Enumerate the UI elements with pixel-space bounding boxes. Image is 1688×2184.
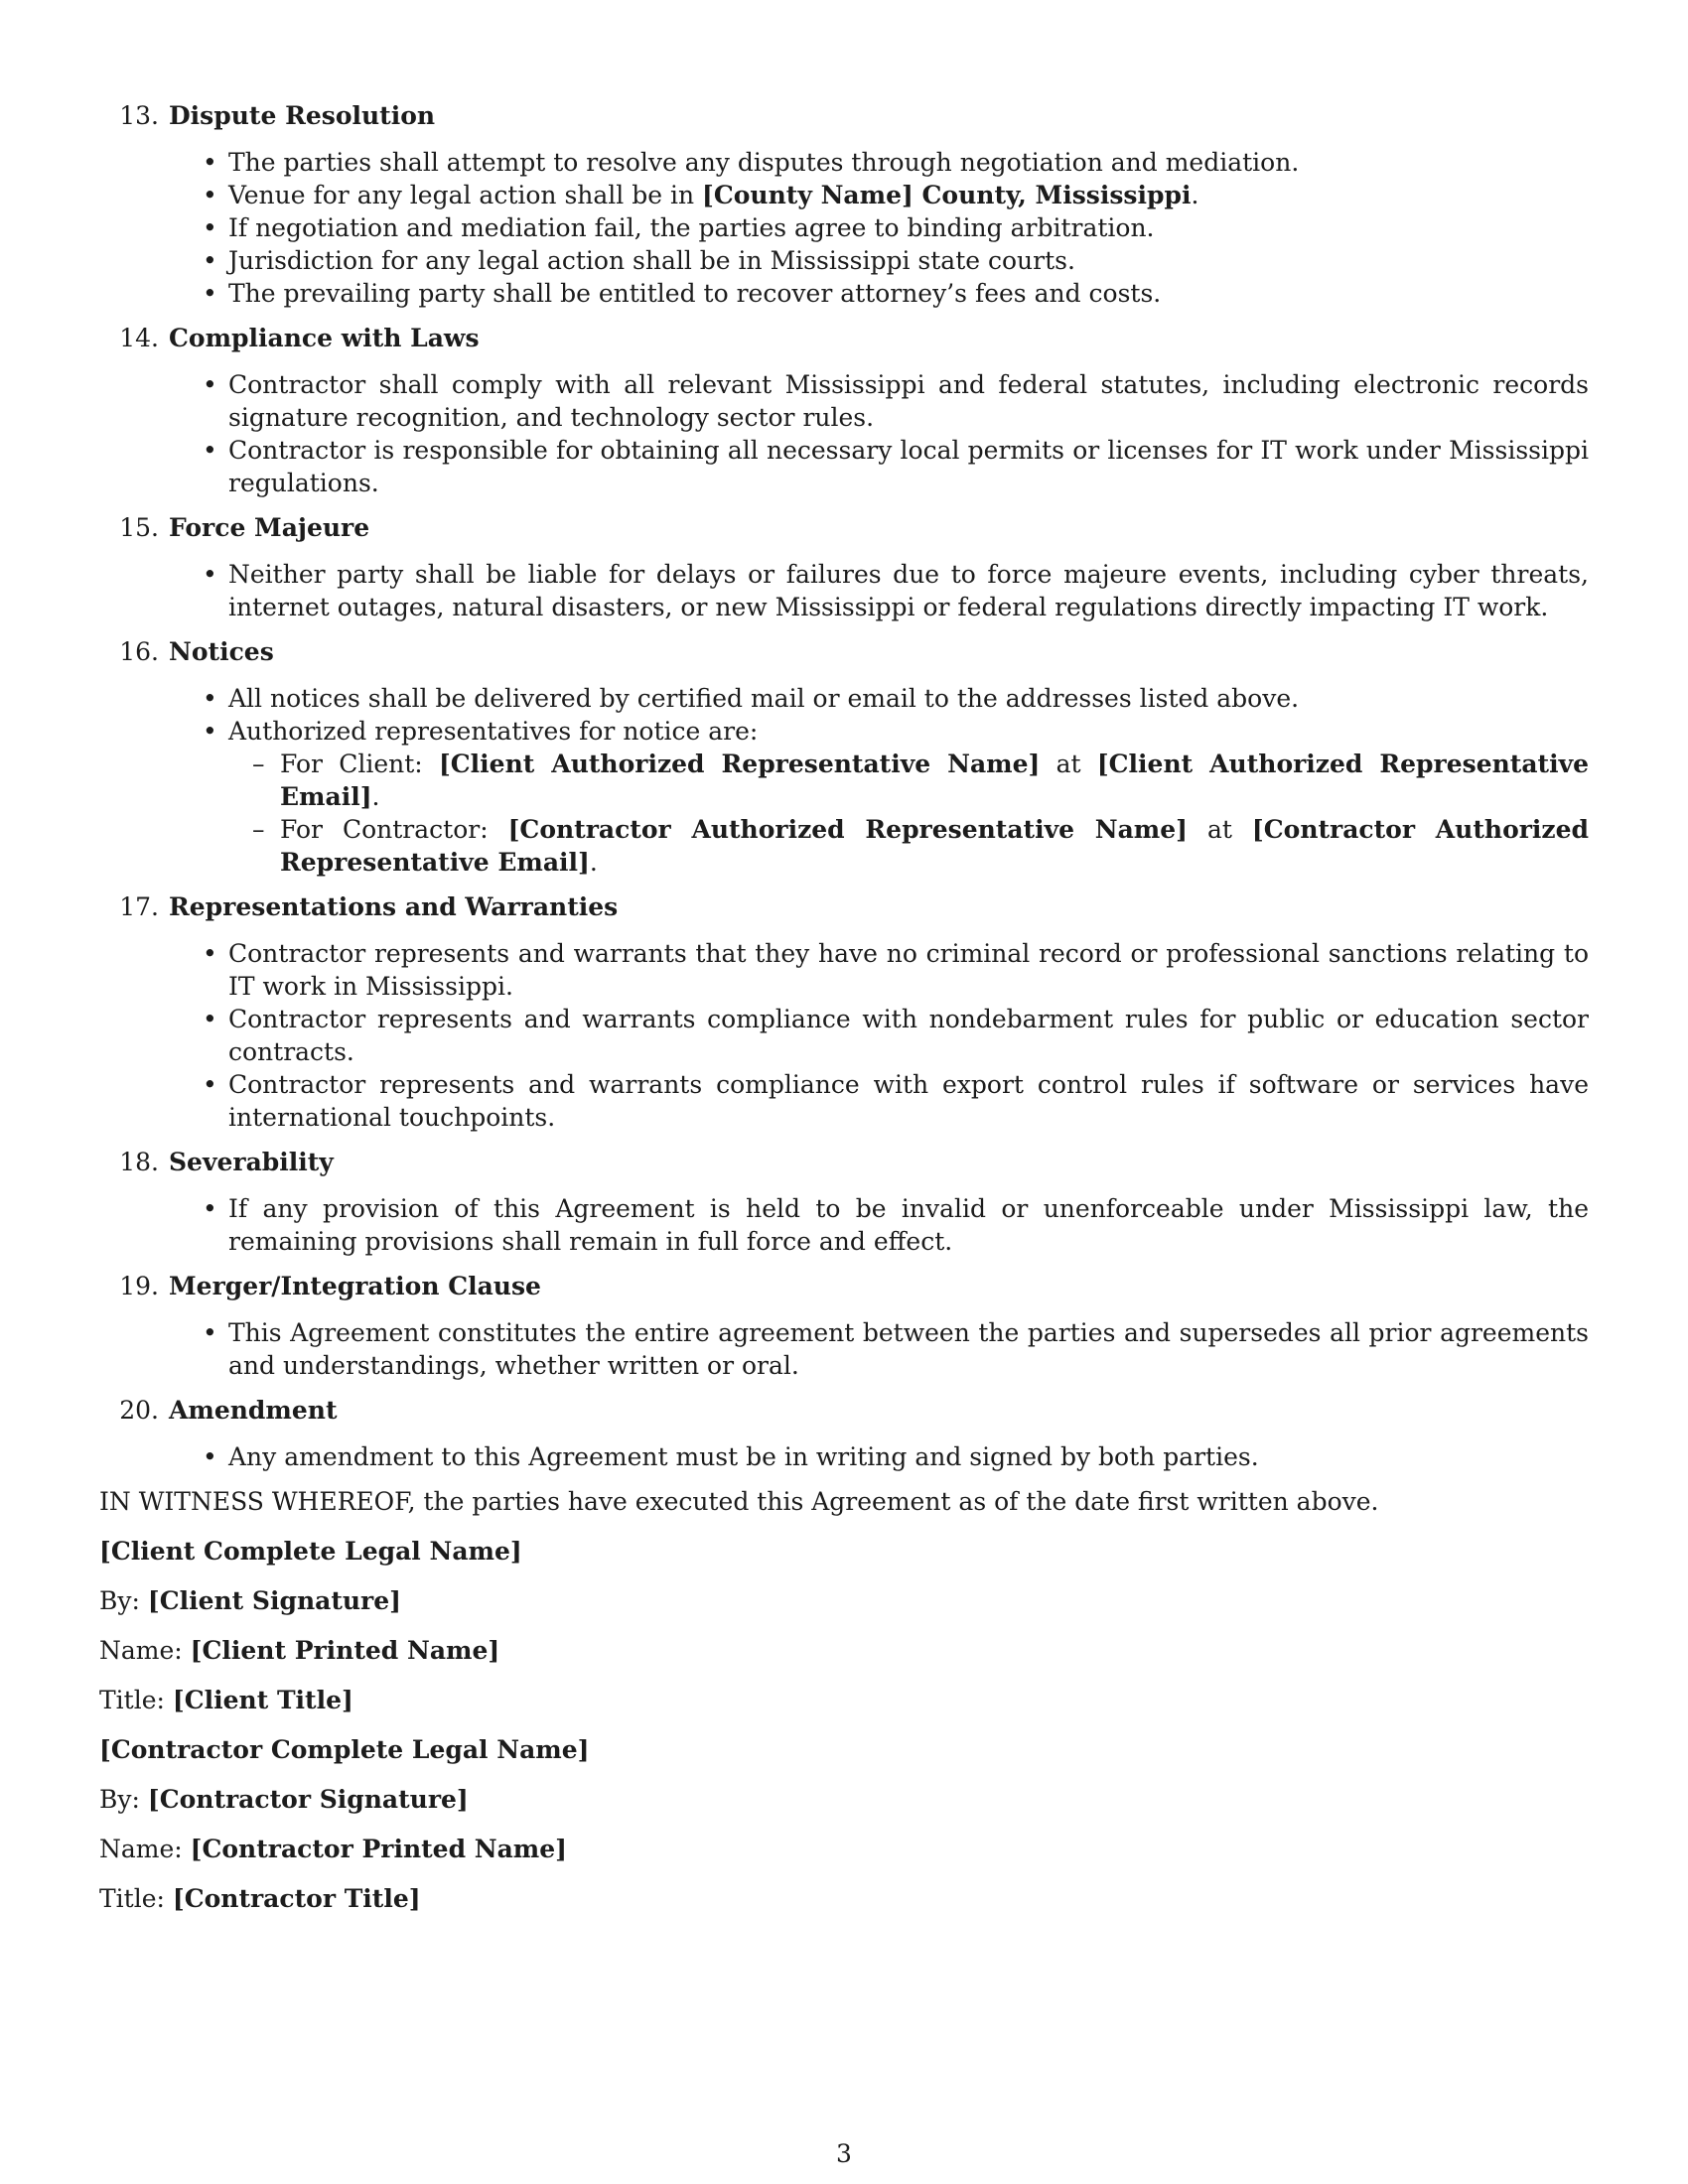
section-13 (99, 99, 1589, 310)
contractor-name-line (99, 1833, 1589, 1865)
placeholder-contractor-title: [Contractor Title] (172, 1884, 421, 1913)
section-title: Dispute Resolution (169, 101, 436, 130)
placeholder-contractor-printed-name: [Contractor Printed Name] (190, 1835, 567, 1863)
section-14 (99, 322, 1589, 499)
section-15 (99, 511, 1589, 623)
list-item: • All notices shall be delivered by certified mail or email to the addresses listed above. (228, 682, 1589, 715)
section-19 (99, 1270, 1589, 1382)
bullet-list (169, 368, 1589, 499)
sub-list-item (280, 813, 1589, 879)
sub-list (228, 748, 1589, 879)
placeholder-contractor-rep-name: [Contractor Authorized Representative Name] (507, 815, 1188, 844)
text-run: Venue for any legal action shall be in (228, 181, 703, 209)
client-name-line (99, 1634, 1589, 1667)
section-17 (99, 890, 1589, 1134)
label: Title: (99, 1884, 173, 1913)
client-legal-name (99, 1535, 1589, 1568)
label: By: (99, 1785, 148, 1814)
list-item (228, 179, 1589, 211)
section-16 (99, 635, 1589, 879)
placeholder-county-name: [County Name] (702, 181, 914, 209)
list-item: • The parties shall attempt to resolve any disputes through negotiation and mediation. (228, 146, 1589, 179)
section-title: Merger/Integration Clause (169, 1272, 541, 1300)
section-18 (99, 1146, 1589, 1258)
section-title: Representations and Warranties (169, 892, 619, 921)
placeholder-client-rep-name: [Client Authorized Representative Name] (438, 750, 1041, 778)
section-title: Amendment (169, 1396, 338, 1425)
bullet-list (169, 1440, 1589, 1473)
list-item: • The prevailing party shall be entitled to recover attorney’s fees and costs. (228, 277, 1589, 310)
section-number: 19. (119, 1272, 159, 1300)
list-item: • Contractor shall comply with all relevant Mississippi and federal statutes, including electronic records signature recognition, and technology sector rules. (228, 368, 1589, 434)
document-page (99, 99, 1589, 1932)
list-item: • Contractor represents and warrants that they have no criminal record or professional sanctions relating to IT work in Mississippi. (228, 937, 1589, 1003)
text-run: . (1191, 181, 1199, 209)
placeholder-client-legal-name: [Client Complete Legal Name] (99, 1537, 522, 1566)
list-item: • Contractor is responsible for obtaining all necessary local permits or licenses for IT work under Mississippi regulations. (228, 434, 1589, 499)
client-signature-block (99, 1535, 1589, 1716)
client-by-line (99, 1584, 1589, 1617)
label: By: (99, 1586, 148, 1615)
list-item: • If any provision of this Agreement is held to be invalid or unenforceable under Mississippi law, the remaining provisions shall remain in full force and effect. (228, 1192, 1589, 1258)
bullet-list (169, 1316, 1589, 1382)
list-item: • Neither party shall be liable for delays or failures due to force majeure events, including cyber threats, internet outages, natural disasters, or new Mississippi or federal regulations directly impacting IT work. (228, 558, 1589, 623)
list-item: • Contractor represents and warrants compliance with export control rules if software or services have international touchpoints. (228, 1068, 1589, 1134)
contractor-signature-block (99, 1733, 1589, 1915)
client-title-line (99, 1684, 1589, 1716)
section-title: Force Majeure (169, 513, 370, 542)
text-run: . (589, 848, 598, 877)
section-number: 13. (119, 101, 159, 130)
text-run: . (371, 782, 380, 811)
list-item (228, 715, 1589, 879)
text-run: at (1188, 815, 1252, 844)
placeholder-client-printed-name: [Client Printed Name] (190, 1636, 500, 1665)
label: Name: (99, 1636, 191, 1665)
list-item: • Contractor represents and warrants compliance with nondebarment rules for public or education sector contracts. (228, 1003, 1589, 1068)
placeholder-contractor-rep-email: [Contractor Authorized Representative Email] (280, 815, 1589, 877)
text-run: Authorized representatives for notice are: (228, 717, 759, 746)
text-run: For Client: (280, 750, 439, 778)
section-number: 20. (119, 1396, 159, 1425)
bullet-list (169, 937, 1589, 1134)
text-run: at (1040, 750, 1097, 778)
bullet-list (169, 682, 1589, 879)
section-number: 16. (119, 637, 159, 666)
section-20 (99, 1394, 1589, 1473)
bullet-list (169, 1192, 1589, 1258)
list-item: • Any amendment to this Agreement must be in writing and signed by both parties. (228, 1440, 1589, 1473)
section-number: 18. (119, 1148, 159, 1176)
section-number: 15. (119, 513, 159, 542)
placeholder-client-rep-email: [Client Authorized Representative Email] (280, 750, 1589, 811)
label: Name: (99, 1835, 191, 1863)
placeholder-contractor-signature: [Contractor Signature] (147, 1785, 469, 1814)
label: Title: (99, 1686, 173, 1714)
bullet-list (169, 558, 1589, 623)
section-title: Compliance with Laws (169, 324, 480, 352)
list-item: • This Agreement constitutes the entire agreement between the parties and supersedes all prior agreements and understandings, whether written or oral. (228, 1316, 1589, 1382)
bold-text: County, Mississippi (913, 181, 1192, 209)
bullet-list (169, 146, 1589, 310)
contractor-title-line (99, 1882, 1589, 1915)
page-number: 3 (836, 2139, 852, 2168)
contractor-legal-name (99, 1733, 1589, 1766)
placeholder-client-title: [Client Title] (172, 1686, 353, 1714)
placeholder-contractor-legal-name: [Contractor Complete Legal Name] (99, 1735, 590, 1764)
section-title: Severability (169, 1148, 334, 1176)
list-item: • Jurisdiction for any legal action shall be in Mississippi state courts. (228, 244, 1589, 277)
list-item: • If negotiation and mediation fail, the parties agree to binding arbitration. (228, 211, 1589, 244)
sub-list-item (280, 748, 1589, 813)
text-run: For Contractor: (280, 815, 508, 844)
section-number: 17. (119, 892, 159, 921)
section-number: 14. (119, 324, 159, 352)
contractor-by-line (99, 1783, 1589, 1816)
placeholder-client-signature: [Client Signature] (147, 1586, 401, 1615)
witness-statement: IN WITNESS WHEREOF, the parties have executed this Agreement as of the date first written above. (99, 1487, 1379, 1516)
section-title: Notices (169, 637, 274, 666)
